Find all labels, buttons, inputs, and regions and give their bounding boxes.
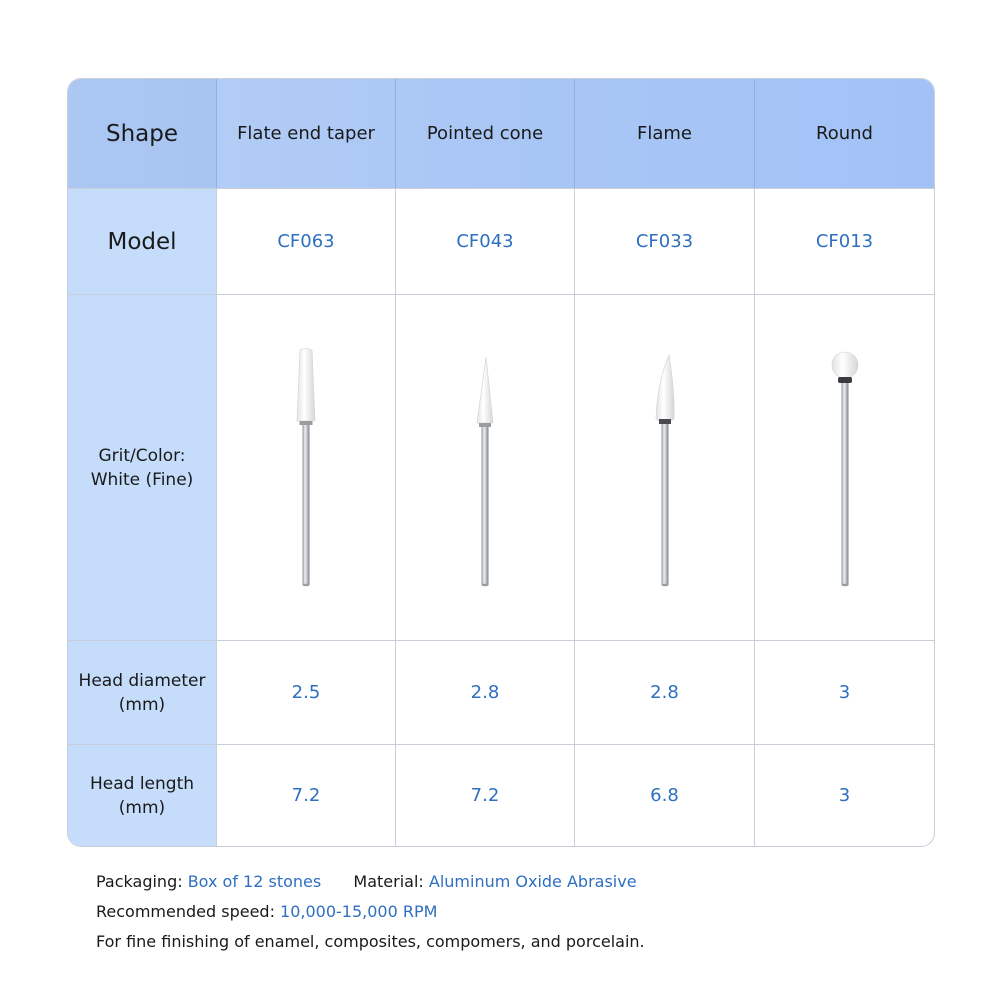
head-length-row [68,745,934,846]
head-length-value: 7.2 [291,785,321,806]
head-length-value: 7.2 [470,785,500,806]
head-diameter-cell [755,641,934,744]
model-value: CF063 [277,231,335,252]
round-bur-image [825,343,865,593]
head-length-label-cell [68,745,217,846]
shape-name: Pointed cone [426,123,544,144]
packaging-label: Packaging: [96,872,183,891]
head-diameter-cell [396,641,575,744]
grit-label-line1: Grit/Color: [98,445,186,466]
head-diameter-value: 2.5 [291,682,321,703]
head-length-label-line1: Head length [89,773,195,794]
flat-end-taper-bur-image [286,343,326,593]
head-length-value: 6.8 [650,785,679,806]
shape-name: Flate end taper [237,123,375,144]
shape-header-cell [217,79,396,188]
head-diameter-label-cell [68,641,217,744]
head-length-cell [575,745,755,846]
head-diameter-value: 2.8 [650,682,679,703]
bur-image-cell [575,295,755,640]
model-cell [396,189,575,294]
footer-line-packaging-material [96,872,637,891]
flame-bur-image [645,343,685,593]
model-value: CF043 [456,231,514,252]
model-value: CF033 [635,231,694,252]
usage-text: For fine finishing of enamel, composites, compomers, and porcelain. [96,932,645,951]
head-length-label-line2: (mm) [118,797,166,818]
packaging-value: Box of 12 stones [187,872,322,891]
head-diameter-value: 2.8 [470,682,500,703]
head-length-cell [396,745,575,846]
bur-image-cell [755,295,934,640]
head-diameter-cell [217,641,396,744]
model-cell [217,189,396,294]
head-length-value: 3 [838,785,851,806]
specification-table [67,78,935,847]
material-label: Material: [353,872,424,891]
model-cell [755,189,934,294]
head-diameter-value: 3 [838,682,851,703]
bur-image-cell [217,295,396,640]
shape-name: Flame [637,123,692,144]
model-label-cell: Model [68,189,217,294]
material-value: Aluminum Oxide Abrasive [428,872,637,891]
bur-image-cell [396,295,575,640]
head-diameter-label-line2: (mm) [118,694,166,715]
shape-name: Round [816,123,873,144]
head-diameter-row [68,641,934,745]
speed-label: Recommended speed: [96,902,275,921]
shape-header-cell [755,79,934,188]
head-length-cell [217,745,396,846]
footer-line-usage [96,932,645,951]
shape-header-label: Shape [68,79,217,188]
model-cell [575,189,755,294]
grit-label-cell [68,295,217,640]
footer-line-speed [96,902,437,921]
shape-header-cell [396,79,575,188]
speed-value: 10,000-15,000 RPM [280,902,438,921]
head-diameter-cell [575,641,755,744]
grit-image-row [68,295,934,641]
shape-header-row [68,79,934,189]
shape-header-cell [575,79,755,188]
model-value: CF013 [815,231,874,252]
pointed-cone-bur-image [465,343,505,593]
head-diameter-label-line1: Head diameter [78,670,206,691]
head-length-cell [755,745,934,846]
grit-label-line2: White (Fine) [90,469,194,490]
model-row [68,189,934,295]
